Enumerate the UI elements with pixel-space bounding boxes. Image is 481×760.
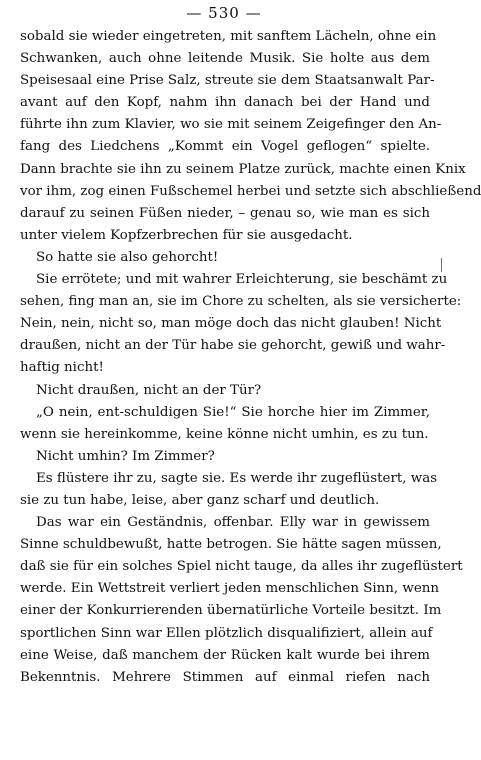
text-line: Sinne schuldbewußt, hatte betrogen. Sie hätte sagen müssen,	[20, 537, 442, 553]
text-line: unter vielem Kopfzerbrechen für sie ausgedacht.	[20, 227, 353, 243]
text-line: So hatte sie also gehorcht!	[36, 249, 219, 265]
text-line: führte ihn zum Klavier, wo sie mit seinem Zeigefinger den An-	[20, 117, 442, 133]
text-line: draußen, nicht an der Tür habe sie gehorcht, gewiß und wahr-	[20, 338, 446, 354]
text-line: avant auf den Kopf, nahm ihn danach bei der Hand und	[20, 95, 430, 111]
text-line: Bekenntnis. Mehrere Stimmen auf einmal riefen nach	[20, 669, 430, 685]
text-line: Speisesaal eine Prise Salz, streute sie dem Staatsanwalt Par-	[20, 73, 435, 89]
text-line: Schwanken, auch ohne leitende Musik. Sie holte aus dem	[20, 51, 430, 67]
text-line: Dann brachte sie ihn zu seinem Platze zurück, machte einen Knix	[20, 161, 466, 177]
text-line: daß sie für ein solches Spiel nicht tauge, da alles ihr zugeflüstert	[20, 559, 463, 575]
text-line: sehen, fing man an, sie im Chore zu schelten, als sie versicherte:	[20, 294, 462, 310]
page-number: — 530 —	[186, 4, 262, 22]
text-line: sobald sie wieder eingetreten, mit sanftem Lächeln, ohne ein	[20, 29, 437, 44]
text-line: Nicht umhin? Im Zimmer?	[36, 448, 215, 464]
text-line: wenn sie hereinkomme, keine könne nicht umhin, es zu tun.	[20, 426, 429, 442]
text-line: Es flüstere ihr zu, sagte sie. Es werde ihr zugeflüstert, was	[36, 470, 438, 486]
text-line: werde. Ein Wettstreit verliert jeden menschlichen Sinn, wenn	[20, 581, 440, 597]
body-text	[20, 26, 481, 689]
text-line: Sie errötete; und mit wahrer Erleichterung, sie beschämt zu	[36, 272, 448, 288]
text-line: sportlichen Sinn war Ellen plötzlich disqualifiziert, allein auf	[20, 625, 433, 641]
text-line: eine Weise, daß manchem der Rücken kalt wurde bei ihrem	[20, 647, 430, 663]
text-line: haftig nicht!	[20, 360, 104, 376]
text-line: Das war ein Geständnis, offenbar. Elly war in gewissem	[36, 515, 430, 531]
margin-scan-mark	[441, 258, 442, 272]
text-line: Nicht draußen, nicht an der Tür?	[36, 382, 262, 398]
text-line: einer der Konkurrierenden übernatürliche Vorteile besitzt. Im	[20, 603, 442, 619]
text-line: Nein, nein, nicht so, man möge doch das nicht glauben! Nicht	[20, 316, 442, 332]
text-line: fang des Liedchens „Kommt ein Vogel geflogen“ spielte.	[20, 139, 430, 155]
text-line: darauf zu seinen Füßen nieder, – genau so, wie man es sich	[20, 205, 430, 221]
text-line: sie zu tun habe, leise, aber ganz scharf und deutlich.	[20, 492, 380, 508]
text-line: vor ihm, zog einen Fußschemel herbei und setzte sich abschließend	[20, 183, 481, 199]
text-line: „O nein, ent-schuldigen Sie!“ Sie horche hier im Zimmer,	[36, 404, 430, 420]
